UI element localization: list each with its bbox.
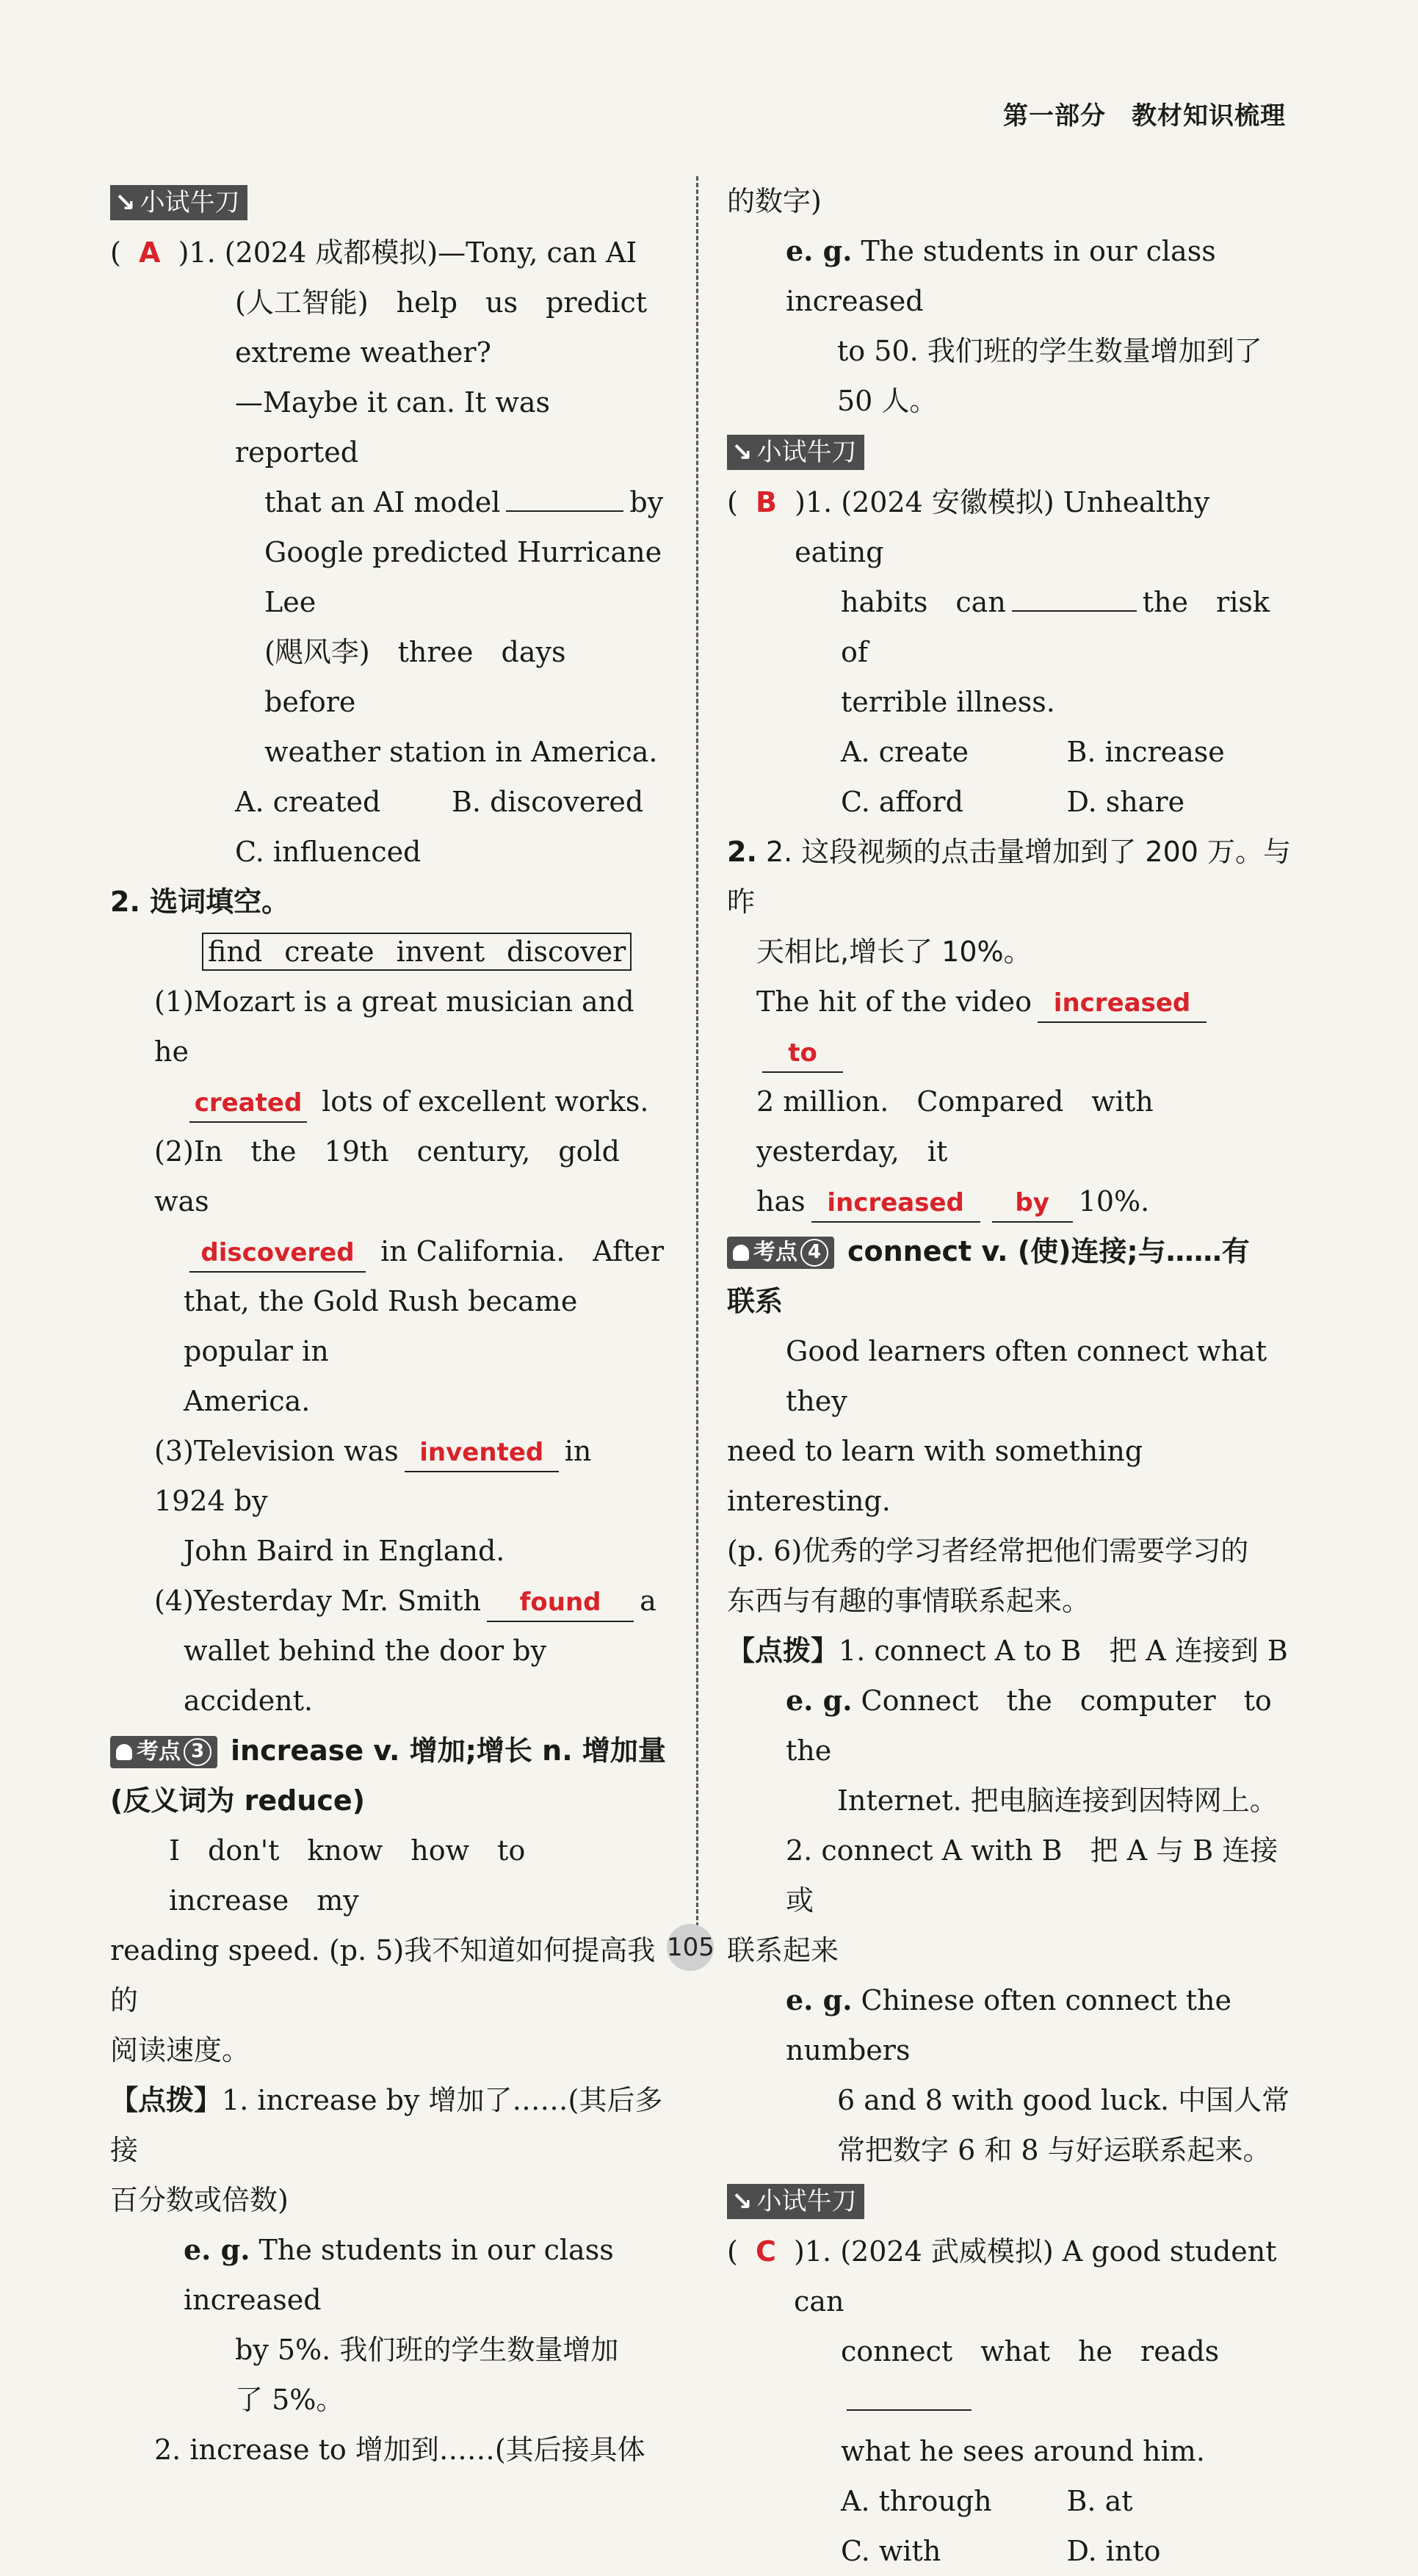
option-b: B. at <box>1066 2485 1133 2517</box>
option-c: C. with <box>841 2535 941 2567</box>
fill-line: wallet behind the door by accident. <box>184 1635 547 1717</box>
example-line: (p. 6)优秀的学习者经常把他们需要学习的 <box>727 1535 1249 1567</box>
eg-line: e. g. The students in our class increased <box>184 2233 614 2316</box>
eg-line: 了 5%。 <box>235 2384 344 2416</box>
question-line: (飓风李) three days before <box>264 636 594 718</box>
answer-blank: found <box>487 1584 634 1622</box>
option-c: C. afford <box>841 786 963 818</box>
try-tag: ↘ 小试牛刀 <box>727 435 864 470</box>
fill-line: John Baird in England. <box>184 1535 505 1567</box>
question-5 <box>727 2226 1292 2326</box>
question-4: 2. 2. 这段视频的点击量增加到了 200 万。与昨 <box>727 836 1292 918</box>
options-row <box>727 777 1292 827</box>
question-line: The hit of the video increasedto <box>727 977 1292 1077</box>
option-c: C. influenced <box>235 836 422 868</box>
key-point-4 <box>727 1226 1292 1276</box>
example-line: 阅读速度。 <box>110 2034 250 2066</box>
key-point-title: connect v. (使)连接;与……有 <box>847 1235 1250 1267</box>
option-d: D. share <box>1066 786 1185 818</box>
eg-line: e. g. The students in our class increased <box>786 234 1216 317</box>
question-stem: )1. (2024 武威模拟) A good student can <box>794 2235 1277 2318</box>
example-line: I don't know how to increase my <box>169 1834 554 1917</box>
fill-line: (2)In the 19th century, gold was <box>154 1135 648 1218</box>
left-column <box>110 176 668 2475</box>
option-a: A. create <box>841 736 969 768</box>
question-stem: )1. (2024 安徽模拟) Unhealthy eating <box>795 486 1210 568</box>
tip-line: 【点拨】1. increase by 增加了……(其后多接 <box>110 2084 663 2166</box>
example-line: 东西与有趣的事情联系起来。 <box>727 1585 1090 1617</box>
question-line: has increased by 10%. <box>727 1176 1292 1226</box>
question-line: that an AI model by <box>264 486 664 518</box>
eg-line: 6 and 8 with good luck. 中国人常 <box>837 2084 1290 2116</box>
eg-line: 常把数字 6 和 8 与好运联系起来。 <box>837 2134 1271 2166</box>
question-line: —Maybe it can. It was reported <box>235 386 551 468</box>
question-line: 2 million. Compared with yesterday, it <box>756 1085 1182 1168</box>
question-line: Google predicted Hurricane Lee <box>264 536 662 618</box>
eg-line: to 50. 我们班的学生数量增加到了 <box>837 335 1262 367</box>
fill-line: that, the Gold Rush became popular in <box>184 1285 578 1367</box>
answer-blank: increased <box>1038 985 1207 1023</box>
answer-blank: invented <box>405 1434 559 1472</box>
key-point-badge: 考点 4 <box>727 1237 834 1269</box>
eg-line: e. g. Chinese often connect the numbers <box>786 1983 1231 2066</box>
try-tag: ↘ 小试牛刀 <box>110 185 247 220</box>
tip-line: 【点拨】1. connect A to B 把 A 连接到 B <box>727 1635 1288 1667</box>
eg-line: by 5%. 我们班的学生数量增加 <box>235 2334 619 2366</box>
fill-line: (1)Mozart is a great musician and he <box>154 985 634 1068</box>
answer-blank <box>847 2409 972 2411</box>
answer-blank: created <box>189 1085 307 1123</box>
option-d: D. into <box>1066 2535 1161 2567</box>
answer-blank <box>1012 610 1137 612</box>
arrow-icon: ↘ <box>731 2187 753 2216</box>
key-point-title: increase v. 增加;增长 n. 增加量 <box>231 1734 666 1767</box>
eg-line: Internet. 把电脑连接到因特网上。 <box>837 1784 1278 1817</box>
arrow-icon: ↘ <box>115 188 136 217</box>
page-number: 105 <box>667 1924 714 1971</box>
key-point-badge: 考点 3 <box>110 1736 217 1768</box>
answer-blank: by <box>992 1184 1073 1223</box>
key-point-3 <box>110 1726 668 1776</box>
arrow-icon: ↘ <box>731 438 753 467</box>
answer-paren: ( A <box>110 236 161 269</box>
question-2-title: 2. 选词填空。 <box>110 886 290 918</box>
question-line: terrible illness. <box>841 686 1055 718</box>
example-line: need to learn with something interesting. <box>727 1435 1143 1517</box>
fill-line: discovered in California. After <box>110 1226 668 1276</box>
key-point-title-cont: 联系 <box>727 1285 784 1317</box>
fill-line: (4)Yesterday Mr. Smith found a <box>110 1576 668 1626</box>
answer-paren: ( B <box>727 486 777 518</box>
fill-line: (3)Television was invented in 1924 by <box>154 1435 592 1517</box>
eg-line: 50 人。 <box>837 385 938 417</box>
question-line: 天相比,增长了 10%。 <box>756 936 1032 968</box>
question-line: (人工智能) help us predict <box>235 286 648 319</box>
person-icon <box>733 1245 749 1261</box>
tip-line: 2. connect A with B 把 A 与 B 连接或 <box>786 1834 1278 1917</box>
tip-line: 2. increase to 增加到……(其后接具体 <box>154 2434 645 2466</box>
right-column <box>727 176 1300 2576</box>
options-row <box>727 727 1292 777</box>
try-tag: ↘ 小试牛刀 <box>727 2184 864 2219</box>
option-b: B. discovered <box>452 786 644 818</box>
example-line: Good learners often connect what they <box>786 1335 1267 1417</box>
options-row <box>110 777 668 827</box>
column-divider <box>696 176 698 1953</box>
answer-paren: ( C <box>727 2235 776 2268</box>
eg-line: e. g. Connect the computer to the <box>786 1684 1300 1767</box>
tip-line: 百分数或倍数) <box>110 2184 289 2216</box>
question-line: extreme weather? <box>235 336 491 369</box>
answer-blank <box>506 510 623 512</box>
option-a: A. through <box>841 2485 992 2517</box>
key-point-subtitle: (反义词为 reduce) <box>110 1784 366 1817</box>
answer-letter: A <box>138 236 161 269</box>
question-stem: )1. (2024 成都模拟)—Tony, can AI <box>178 236 637 269</box>
question-line: habits can the risk of <box>841 586 1298 668</box>
fill-line: America. <box>184 1385 311 1417</box>
question-3 <box>727 477 1292 577</box>
example-line: reading speed. (p. 5)我不知道如何提高我的 <box>110 1934 656 2016</box>
answer-blank: increased <box>811 1184 980 1223</box>
options-row <box>727 2526 1292 2576</box>
option-a: A. created <box>235 786 381 818</box>
question-line: what he sees around him. <box>841 2435 1205 2467</box>
question-line: weather station in America. <box>264 736 658 768</box>
page-header: 第一部分 教材知识梳理 <box>1003 101 1286 131</box>
answer-letter: B <box>755 486 777 518</box>
question-1 <box>110 228 668 278</box>
tip-line: 联系起来 <box>727 1934 839 1967</box>
answer-blank: to <box>762 1035 843 1073</box>
question-line: connect what he reads <box>727 2326 1292 2426</box>
answer-letter: C <box>755 2235 776 2268</box>
answer-blank: discovered <box>189 1234 366 1273</box>
person-icon <box>116 1744 132 1760</box>
option-b: B. increase <box>1066 736 1225 768</box>
word-box: find create invent discover <box>202 933 632 971</box>
options-row <box>727 2476 1292 2526</box>
continuation-line: 的数字) <box>727 185 822 217</box>
word-box-row <box>110 927 668 977</box>
fill-line: created lots of excellent works. <box>110 1077 668 1126</box>
